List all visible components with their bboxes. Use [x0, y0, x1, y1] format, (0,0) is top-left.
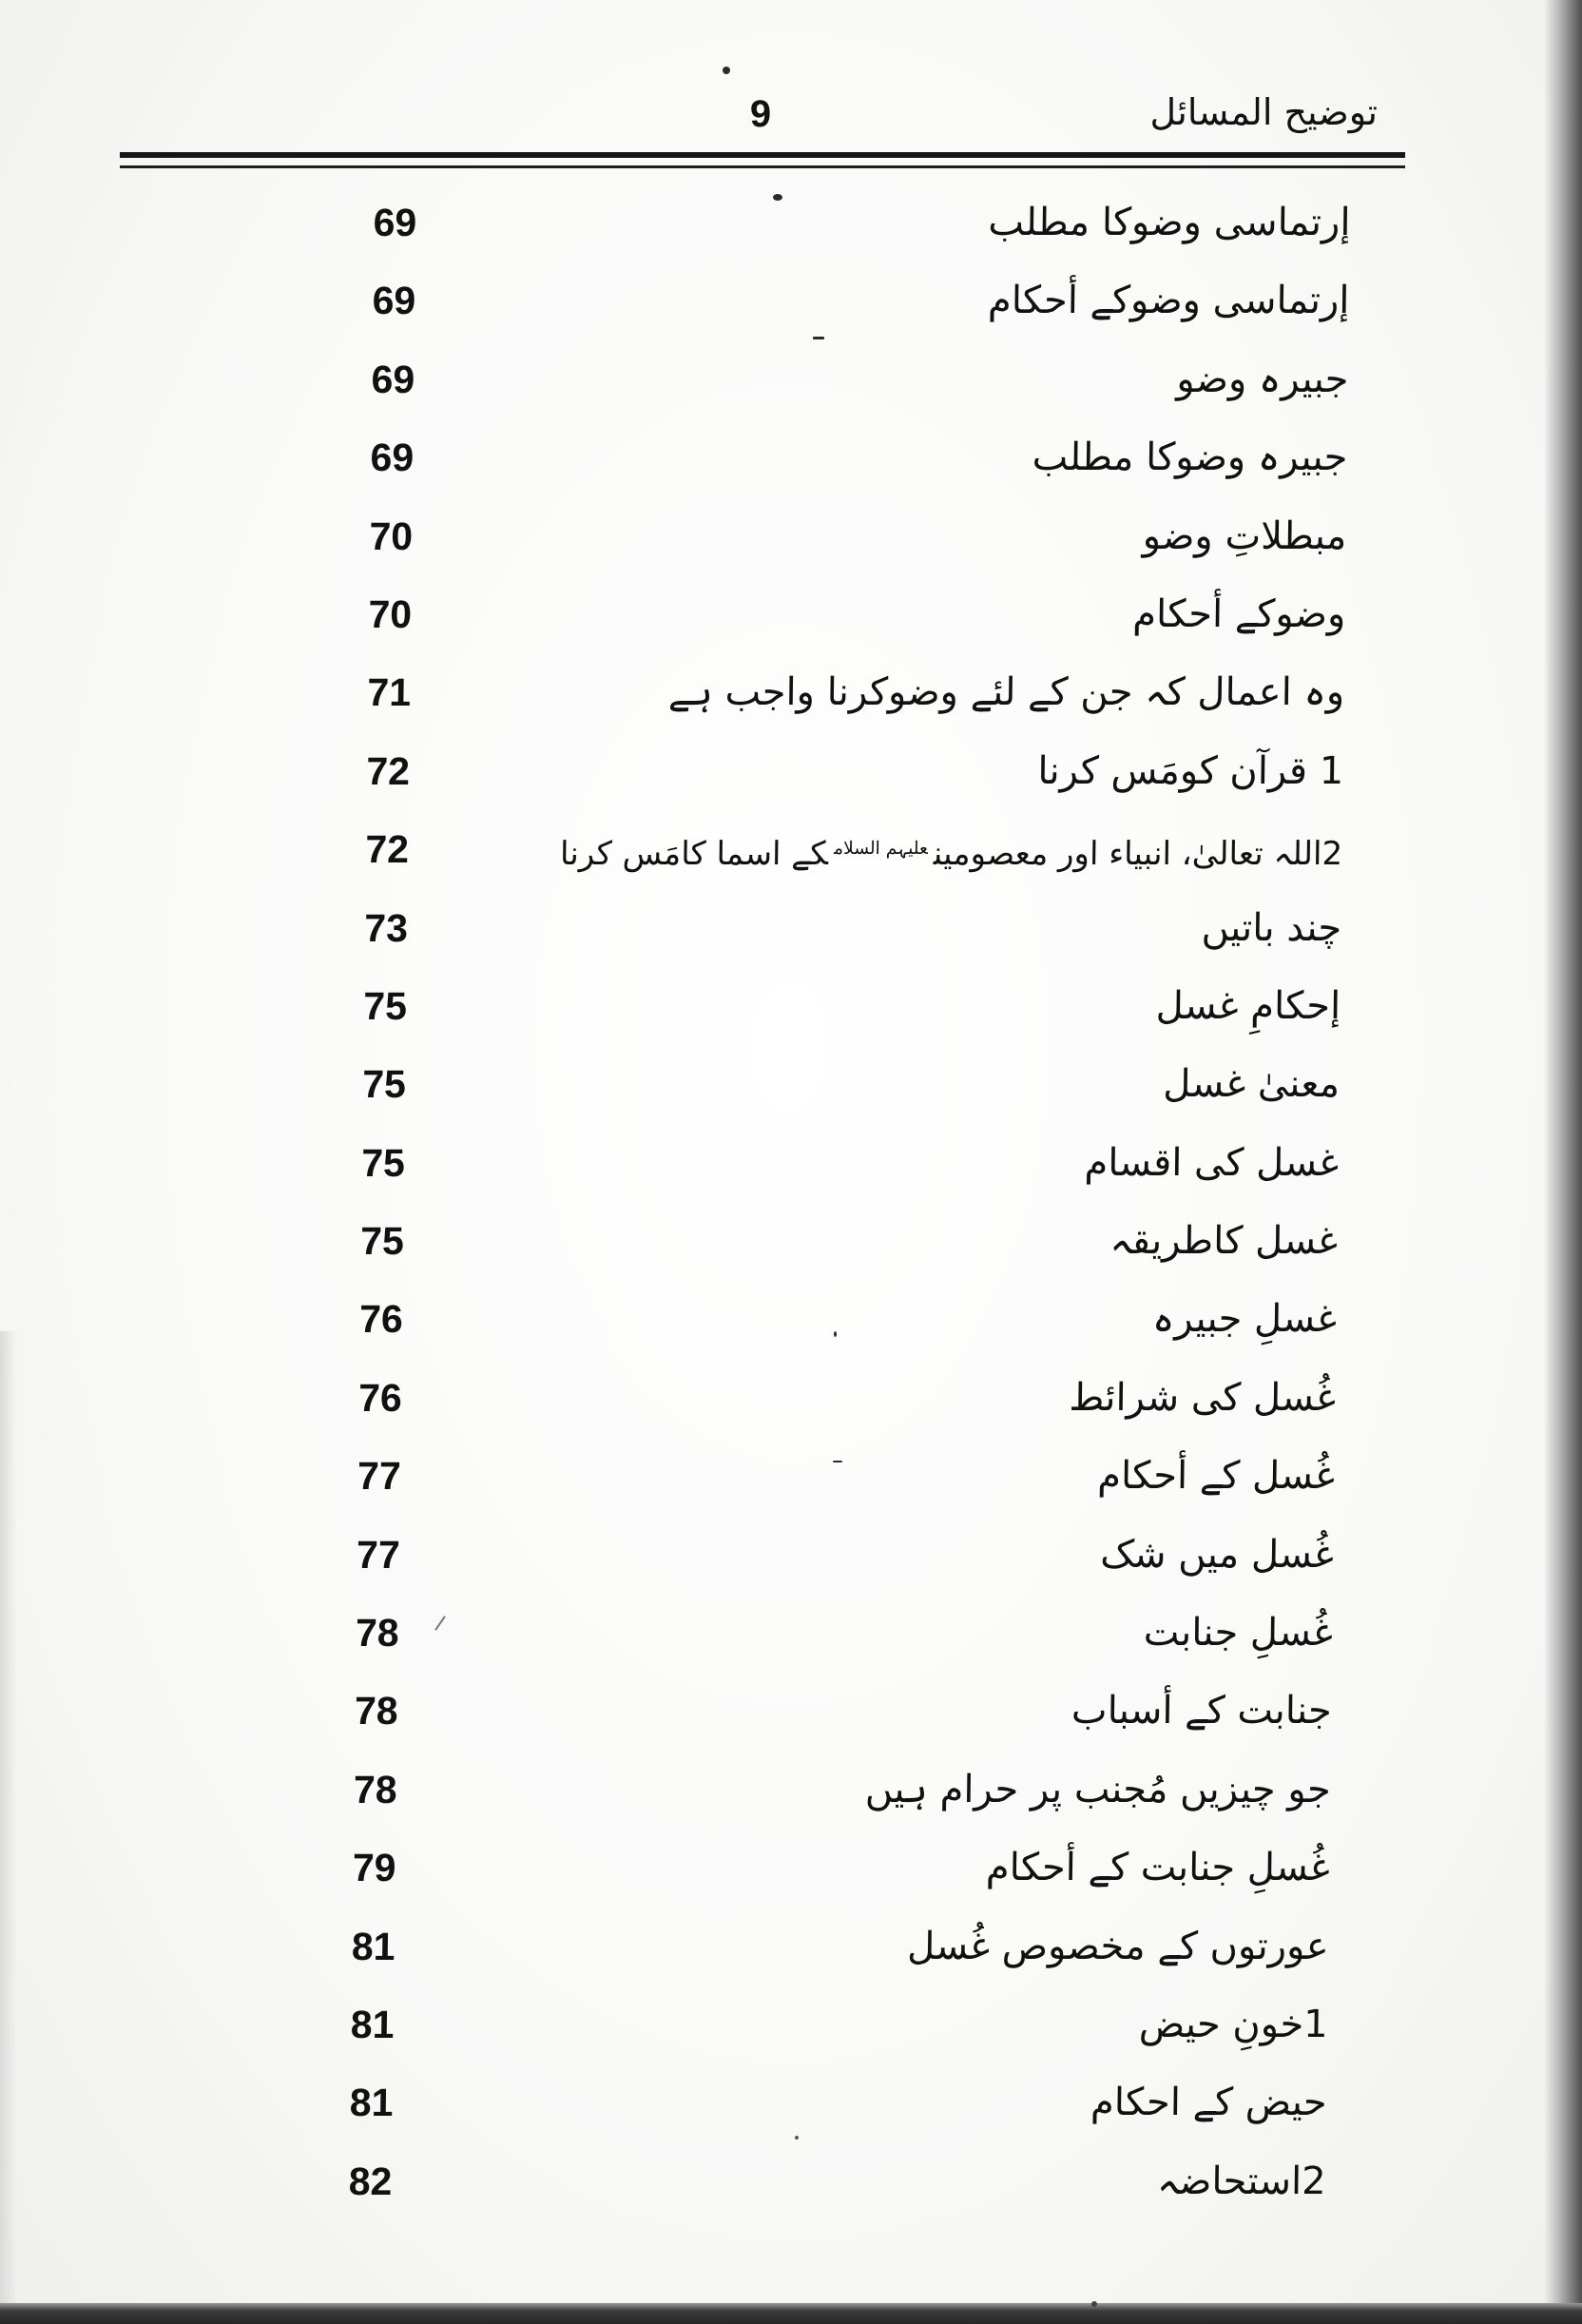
entry-page-number: 75	[361, 1062, 407, 1107]
entry-title	[560, 810, 1343, 894]
entry-page-number: 78	[353, 1767, 397, 1811]
entry-title: عورتوں کے مخصوص غُسل	[906, 1924, 1329, 1968]
entry-title: معنیٰ غسل	[1163, 1062, 1341, 1107]
toc-entry	[0, 1985, 1559, 2063]
toc-entry	[0, 889, 1573, 967]
entry-title: وہ اعمال کہ جن کے لئے وضوکرنا واجب ہے	[667, 670, 1345, 715]
entry-page-number: 81	[351, 1924, 396, 1968]
entry-title: إرتماسی وضوکا مطلب	[988, 201, 1351, 244]
toc-entry	[0, 732, 1575, 810]
entry-page-number: 72	[366, 748, 411, 793]
entry-page-number: 75	[359, 1219, 405, 1264]
entry-title: غسل کی اقسام	[1084, 1140, 1340, 1185]
toc-entry	[0, 967, 1572, 1045]
entry-page-number: 82	[348, 2159, 393, 2203]
toc-entry	[0, 418, 1579, 496]
entry-title: 1خونِ حیض	[1138, 2002, 1328, 2046]
toc-entry	[0, 1202, 1570, 1280]
entry-title: غُسل کے أحکام	[1096, 1454, 1336, 1499]
toc-entry	[0, 575, 1577, 653]
entry-title: إحکامِ غسل	[1155, 983, 1341, 1028]
entry-page-number: 77	[356, 1532, 400, 1577]
page-edge-bottom	[0, 2303, 1582, 2324]
entry-title: إرتماسی وضوکے أحکام	[987, 279, 1350, 323]
toc-entry	[0, 1437, 1566, 1515]
entry-title: غُسل میں شک	[1100, 1532, 1335, 1577]
running-header-title: توضیح المسائل	[1149, 91, 1378, 133]
toc-entry	[0, 1829, 1561, 1907]
toc-entry	[0, 340, 1580, 418]
entry-page-number: 78	[355, 1611, 399, 1656]
toc-entry	[0, 1124, 1571, 1202]
entry-page-number: 69	[372, 279, 416, 323]
toc-entry	[0, 1751, 1562, 1829]
toc-entry	[0, 1280, 1569, 1358]
entry-title: 2استحاضہ	[1156, 2159, 1326, 2203]
honorific-ligature: علیہم السلام	[833, 839, 929, 860]
entry-title: غُسلِ جنابت	[1143, 1611, 1334, 1656]
entry-page-number: 69	[371, 357, 415, 401]
entry-title: جنابت کے أسباب	[1071, 1689, 1333, 1733]
entry-title: چند باتیں	[1201, 905, 1342, 950]
toc-entry	[0, 2142, 1557, 2220]
table-of-contents	[0, 184, 1582, 2220]
entry-page-number: 79	[352, 1846, 396, 1890]
entry-title-end: کے اسما کامَس کرنا	[559, 835, 829, 874]
toc-entry	[0, 497, 1578, 575]
toc-entry	[0, 184, 1582, 261]
entry-page-number: 71	[367, 670, 412, 715]
toc-entry	[0, 653, 1576, 731]
entry-page-number: 75	[360, 1140, 406, 1185]
speck	[723, 67, 730, 74]
entry-title: غسلِ جبیرہ	[1151, 1297, 1338, 1342]
entry-page-number: 72	[365, 827, 410, 872]
entry-page-number: 76	[358, 1297, 404, 1342]
entry-page-number: 70	[369, 513, 414, 558]
entry-title: مبطلاتِ وضو	[1142, 513, 1347, 558]
speck	[1091, 2301, 1097, 2307]
toc-entry	[0, 1359, 1567, 1437]
entry-title: جبیرہ وضوکا مطلب	[1032, 436, 1348, 480]
entry-title: وضوکے أحکام	[1131, 591, 1346, 636]
page-number: 9	[749, 93, 772, 135]
toc-entry	[0, 1672, 1563, 1750]
entry-page-number: 81	[350, 2002, 395, 2046]
toc-entry	[0, 1594, 1564, 1672]
entry-page-number: 76	[357, 1375, 403, 1420]
entry-page-number: 75	[363, 983, 408, 1028]
entry-page-number: 69	[373, 201, 417, 244]
toc-entry	[0, 1045, 1572, 1123]
entry-page-number: 81	[349, 2081, 394, 2125]
header-rule-thick	[120, 152, 1405, 158]
entry-title-start: 2اللہ تعالیٰ، انبیاء اور معصومین	[933, 835, 1343, 874]
entry-page-number: 69	[370, 436, 415, 480]
entry-title: غُسلِ جنابت کے أحکام	[985, 1846, 1331, 1890]
toc-entry	[0, 261, 1581, 339]
toc-entry	[0, 1516, 1565, 1594]
entry-title: غُسل کی شرائط	[1069, 1375, 1337, 1420]
header-rule-thin	[120, 165, 1405, 168]
entry-page-number: 70	[368, 591, 413, 636]
entry-page-number: 73	[364, 905, 409, 950]
entry-title: جو چیزیں مُجنب پر حرام ہیں	[864, 1767, 1332, 1811]
toc-entry	[0, 810, 1574, 888]
entry-page-number: 78	[354, 1689, 398, 1733]
entry-title: جبیرہ وضو	[1176, 357, 1349, 401]
toc-entry	[0, 1908, 1560, 1985]
entry-title: 1 قرآن کومَس کرنا	[1037, 748, 1344, 793]
toc-entry	[0, 2063, 1558, 2141]
entry-title: حیض کے احکام	[1090, 2081, 1327, 2125]
entry-title: غسل کاطریقہ	[1109, 1219, 1339, 1264]
entry-page-number: 77	[357, 1454, 402, 1499]
